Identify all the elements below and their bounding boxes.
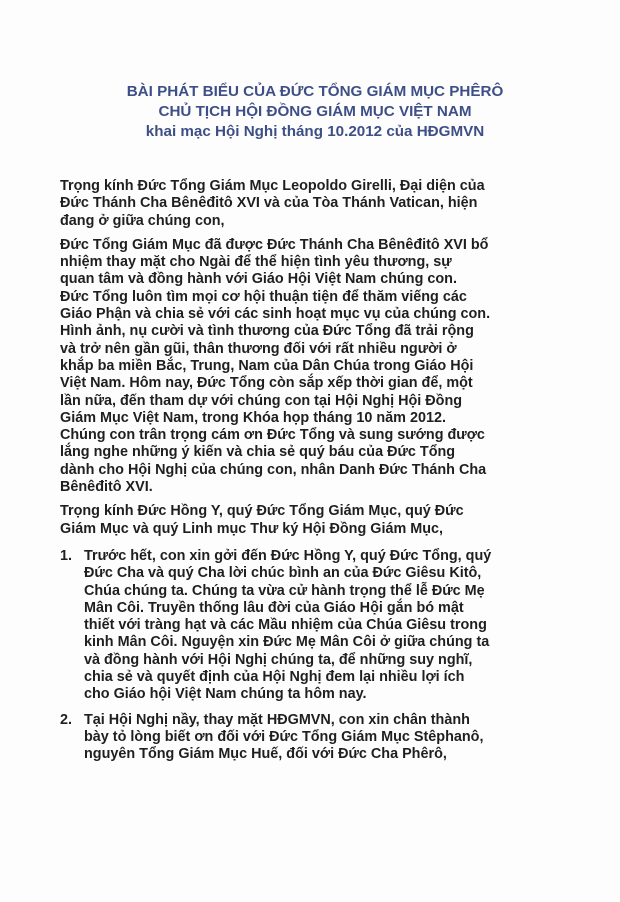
- list-text: [84, 712, 483, 764]
- text-line: Chúng con trân trọng cám ơn Đức Tổng và sung sướng được: [60, 427, 485, 444]
- document-header: [60, 82, 570, 142]
- text-line: Đức Tổng Giám Mục đã được Đức Thánh Cha Bênêđitô XVI bổ: [60, 236, 489, 253]
- text-line: Trọng kính Đức Tổng Giám Mục Leopoldo Girelli, Đại diện của: [60, 178, 485, 194]
- list-number: 1.: [60, 547, 73, 564]
- text-line: nhiệm thay mặt cho Ngài để thể hiện tình yêu thương, sự: [60, 254, 452, 271]
- salutation-paragraph: [60, 178, 570, 230]
- numbered-list: [60, 548, 570, 764]
- text-line: nguyên Tổng Giám Mục Huế, đối với Đức Cha Phêrô,: [84, 746, 447, 763]
- text-line: Trước hết, con xin gởi đến Đức Hồng Y, quý Đức Tổng, quý: [84, 547, 492, 564]
- text-line: Đức Thánh Cha Bênêđitô XVI và của Tòa Thánh Vatican, hiện: [60, 195, 478, 212]
- text-line: bày tỏ lòng biết ơn đối với Đức Tổng Giám Mục Stêphanô,: [84, 728, 484, 745]
- text-line: khắp ba miền Bắc, Trung, Nam của Dân Chúa trong Giáo Hội: [60, 357, 474, 374]
- text-line: Trọng kính Đức Hồng Y, quý Đức Tổng Giám Mục, quý Đức: [60, 503, 464, 520]
- text-line: Giám Mục Việt Nam, trong Khóa họp tháng 10 năm 2012.: [60, 409, 446, 426]
- text-line: Giáo Phận và chia sẻ với các sinh hoạt mục vụ của chúng con.: [60, 306, 491, 323]
- list-item: [60, 712, 570, 764]
- text-line: Việt Nam. Hôm nay, Đức Tổng còn sắp xếp thời gian để, một: [60, 375, 473, 392]
- header-occasion: khai mạc Hội Nghị tháng 10.2012 của HĐGMVN: [145, 123, 485, 140]
- text-line: lắng nghe những ý kiến và chia sẻ quý báu của Đức Tổng: [60, 444, 456, 461]
- text-line: Chúa chúng ta. Chúng ta vừa cử hành trọng thể lễ Đức Mẹ: [84, 582, 485, 599]
- salutation-paragraph: [60, 503, 570, 538]
- text-line: kinh Mân Côi. Nguyện xin Đức Mẹ Mân Côi ở giữa chúng ta: [84, 634, 490, 651]
- text-line: thiết với tràng hạt và các Mầu nhiệm của Chúa Giêsu trong: [84, 617, 487, 634]
- text-line: Đức Cha và quý Cha lời chúc bình an của Đức Giêsu Kitô,: [84, 565, 482, 582]
- list-item: [60, 548, 570, 704]
- text-line: đang ở giữa chúng con,: [60, 212, 225, 229]
- header-subtitle: CHỦ TỊCH HỘI ĐỒNG GIÁM MỤC VIỆT NAM: [158, 103, 472, 120]
- text-line: Đức Tổng luôn tìm mọi cơ hội thuận tiện để thăm viếng các: [60, 288, 467, 305]
- text-line: cho Giáo hội Việt Nam chúng ta hôm nay.: [84, 686, 367, 703]
- text-line: và đồng hành với Hội Nghị chúng ta, để những suy nghĩ,: [84, 651, 473, 668]
- list-text: [84, 548, 491, 704]
- text-line: Mân Côi. Truyền thống lâu đời của Giáo Hội gắn bó mật: [84, 599, 464, 616]
- body-paragraph: [60, 237, 570, 496]
- document-body: [60, 178, 570, 772]
- text-line: lần nữa, đến tham dự với chúng con tại Hội Nghị Hội Đồng: [60, 392, 463, 409]
- text-line: chia sẻ và quyết định của Hội Nghị đem lại nhiều lợi ích: [84, 669, 465, 686]
- text-line: Hình ảnh, nụ cười và tình thương của Đức Tổng đã trải rộng: [60, 323, 474, 340]
- text-line: và trở nên gần gũi, thân thương đối với rất nhiều người ở: [60, 340, 457, 357]
- text-line: quan tâm và đồng hành với Giáo Hội Việt Nam chúng con.: [60, 271, 457, 288]
- text-line: Tại Hội Nghị nầy, thay mặt HĐGMVN, con xin chân thành: [84, 711, 470, 728]
- header-title: BÀI PHÁT BIỂU CỦA ĐỨC TỔNG GIÁM MỤC PHÊRÔ: [126, 83, 504, 100]
- list-number: 2.: [60, 711, 73, 728]
- text-line: Bênêđitô XVI.: [60, 479, 153, 496]
- text-line: dành cho Hội Nghị của chúng con, nhân Danh Đức Thánh Cha: [60, 461, 487, 478]
- text-line: Giám Mục và quý Linh mục Thư ký Hội Đồng Giám Mục,: [60, 520, 444, 537]
